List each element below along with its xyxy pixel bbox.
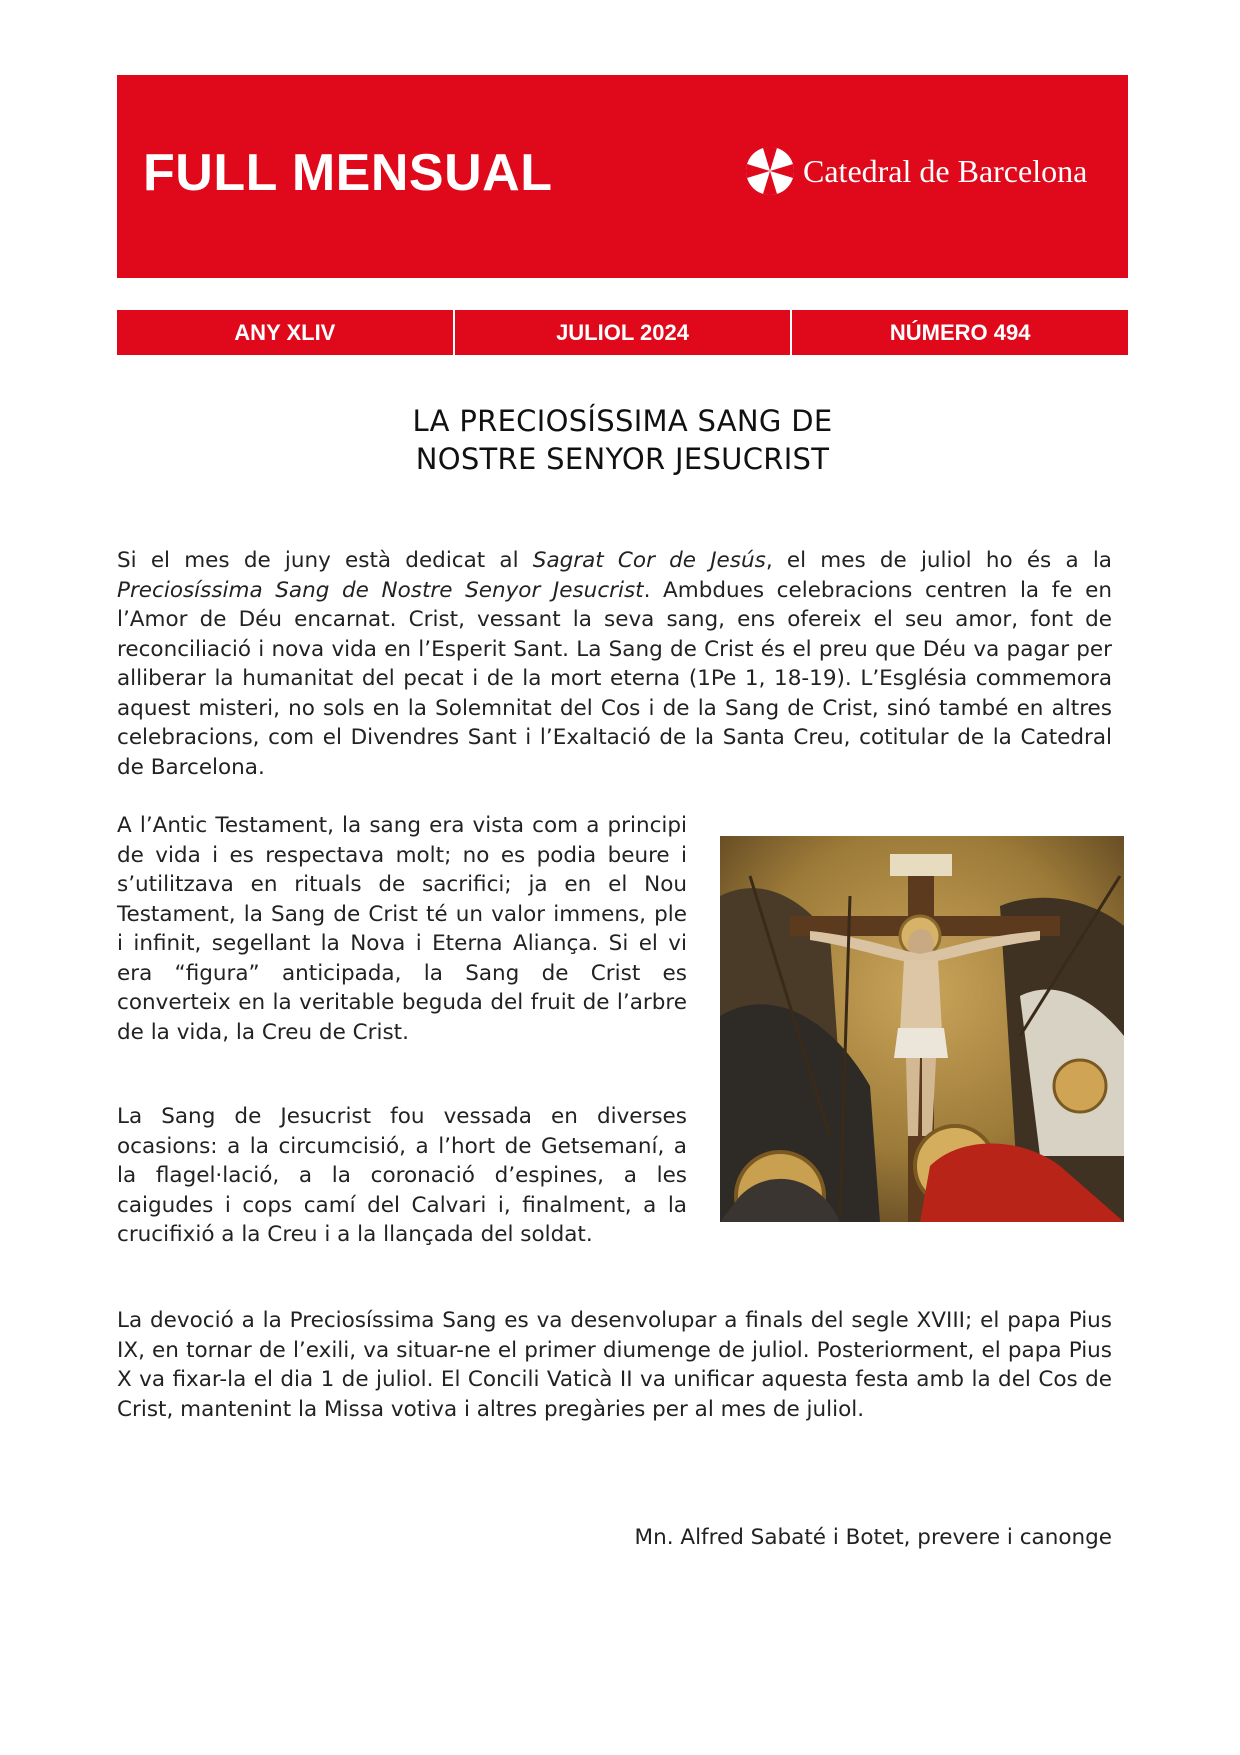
brand-name: Catedral de Barcelona xyxy=(803,152,1088,189)
issue-info-bar xyxy=(117,310,1128,355)
paragraph-1-text-a: Si el mes de juny està dedicat al xyxy=(117,548,533,573)
paragraph-1 xyxy=(117,546,1112,782)
cathedral-brand xyxy=(745,145,1087,197)
paragraph-1-text-c: , el mes de juliol ho és a la xyxy=(765,548,1112,573)
paragraph-4: La devoció a la Preciosíssima Sang es va desenvolupar a finals del segle XVIII; el papa Pius IX, en tornar de l’exili, va situar-ne el primer diumenge de juliol. Posteriorment, el papa Pius X va fixar-la el dia 1 de juliol. El Concili Vaticà II va unificar aquesta festa amb la del Cos de Crist, mantenint la Missa votiva i altres pregàries per al mes de juliol. xyxy=(117,1308,1112,1422)
article-title-line2: NOSTRE SENYOR JESUCRIST xyxy=(415,442,830,476)
masthead-banner xyxy=(117,75,1128,278)
paragraph-3: La Sang de Jesucrist fou vessada en diverses ocasions: a la circumcisió, a l’hort de Getsemaní, a la flagel·lació, a la coronació d’espines, a les caigudes i cops camí del Calvari i, finalment, a la crucifixió a la Creu i a la llançada del soldat. xyxy=(117,1104,687,1247)
paragraph-2: A l’Antic Testament, la sang era vista com a principi de vida i es respectava molt; no es podia beure i s’utilitzava en rituals de sacrifici; ja en el Nou Testament, la Sang de Crist té un valor immens, ple i infinit, segellant la Nova i Eterna Aliança. Si el vi era “figura” anticipada, la Sang de Crist es converteix en la veritable beguda del fruit de l’arbre de la vida, la Creu de Crist. xyxy=(117,813,687,1045)
author-signature: Mn. Alfred Sabaté i Botet, prevere i canonge xyxy=(634,1525,1112,1550)
sagrat-cor-emphasis: Sagrat Cor de Jesús xyxy=(532,548,766,573)
issue-number: NÚMERO 494 xyxy=(790,310,1128,355)
paragraph-1-text-e: . Ambdues celebracions centren la fe en l’Amor de Déu encarnat. Crist, vessant la seva sang, ens ofereix el seu amor, font de reconciliació i nova vida en l’Esperit Sant. La Sang de Crist és el preu que Déu va pagar per alliberar la humanitat del pecat i de la mort eterna (1Pe 1, 18-19). L’Església commemora aquest misteri, no sols en la Solemnitat del Cos i de la Sang de Crist, sinó també en altres celebracions, com el Divendres Sant i l’Exaltació de la Santa Creu, cotitular de la Catedral de Barcelona. xyxy=(117,577,1112,780)
issue-month: JULIOL 2024 xyxy=(453,310,791,355)
masthead-title: FULL MENSUAL xyxy=(143,144,553,202)
cathedral-cross-icon xyxy=(745,146,795,196)
issue-year: ANY XLIV xyxy=(234,319,336,345)
preciosissima-sang-emphasis: Preciosíssima Sang de Nostre Senyor Jesucrist xyxy=(117,577,644,603)
crucifixion-painting xyxy=(720,836,1124,1222)
article-title xyxy=(117,402,1128,478)
article-title-line1: LA PRECIOSÍSSIMA SANG DE xyxy=(412,404,833,438)
